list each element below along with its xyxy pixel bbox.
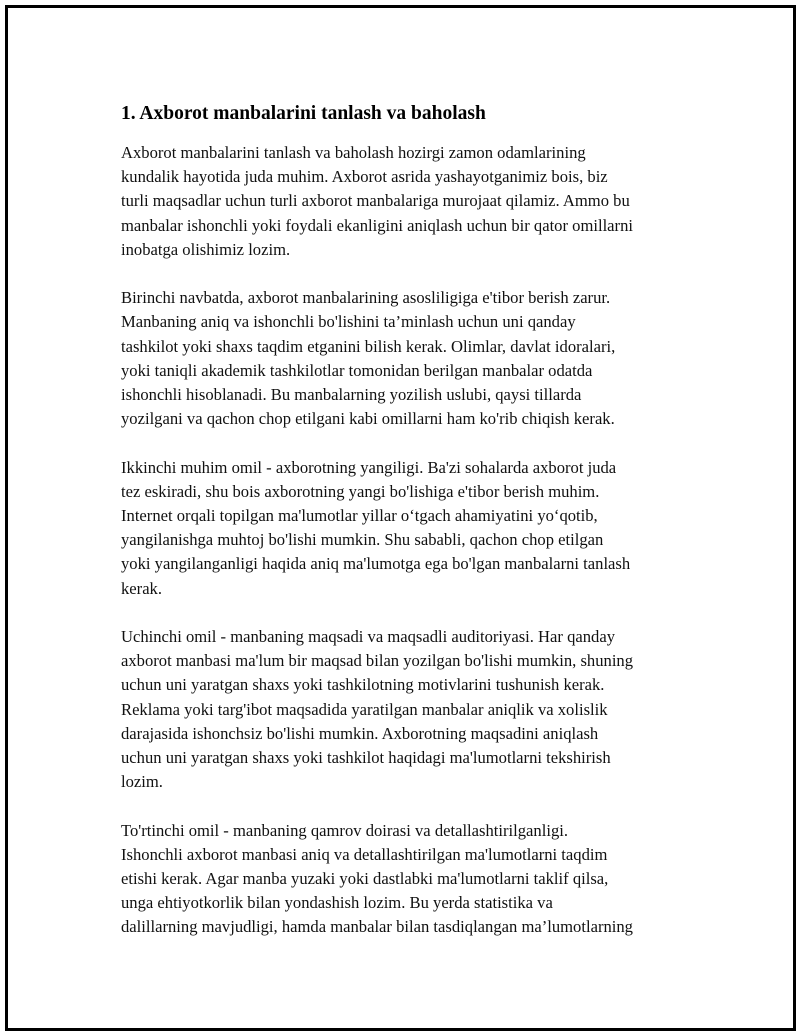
text-line: yoki yangilanganligi haqida aniq ma'lumotga ega bo'lgan manbalarni tanlash <box>121 554 631 574</box>
text-line: yozilgani va qachon chop etilgani kabi omillarni ham ko'rib chiqish kerak. <box>121 409 615 429</box>
text-line: Axborot manbalarini tanlash va baholash hozirgi zamon odamlarining <box>121 143 586 162</box>
paragraph-5 <box>121 819 711 940</box>
text-line: yoki taniqli akademik tashkilotlar tomonidan berilgan manbalar odatda <box>121 360 593 380</box>
text-line: turli maqsadlar uchun turli axborot manbalariga murojaat qilamiz. Ammo bu <box>121 191 630 211</box>
text-line: ishonchli hisoblanadi. Bu manbalarning yozilish uslubi, qaysi tillarda <box>121 385 582 405</box>
text-line: darajasida ishonchsiz bo'lishi mumkin. Axborotning maqsadini aniqlash <box>121 723 599 743</box>
page-frame <box>5 5 796 1031</box>
text-line: axborot manbasi ma'lum bir maqsad bilan yozilgan bo'lishi mumkin, shuning <box>121 651 634 671</box>
text-line: unga ehtiyotkorlik bilan yondashish lozim. Bu yerda statistika va <box>121 893 553 913</box>
text-line: Uchinchi omil - manbaning maqsadi va maqsadli auditoriyasi. Har qanday <box>121 627 615 647</box>
text-line: Ikkinchi muhim omil - axborotning yangiligi. Ba'zi sohalarda axborot juda <box>121 457 617 477</box>
text-line: dalillarning mavjudligi, hamda manbalar bilan tasdiqlangan ma’lumotlarning <box>121 917 633 937</box>
text-line: Ishonchli axborot manbasi aniq va detallashtirilgan ma'lumotlarni taqdim <box>121 844 608 864</box>
text-line: inobatga olishimiz lozim. <box>121 239 291 259</box>
text-line: lozim. <box>121 772 163 792</box>
document-body <box>121 101 711 964</box>
paragraph-2 <box>121 286 711 431</box>
paragraph-4 <box>121 625 711 794</box>
text-line: manbalar ishonchli yoki foydali ekanligini aniqlash uchun bir qator omillarni <box>121 215 633 235</box>
text-line: Internet orqali topilgan ma'lumotlar yillar o‘tgach ahamiyatini yo‘qotib, <box>121 506 598 526</box>
text-line: Birinchi navbatda, axborot manbalarining asosliligiga e'tibor berish zarur. <box>121 288 611 308</box>
paragraph-1 <box>121 141 711 262</box>
text-line: Manbaning aniq va ishonchli bo'lishini ta’minlash uchun uni qanday <box>121 312 576 332</box>
section-heading: 1. Axborot manbalarini tanlash va baholash <box>121 103 486 124</box>
text-line: tashkilot yoki shaxs taqdim etganini bilish kerak. Olimlar, davlat idoralari, <box>121 336 616 356</box>
text-line: kundalik hayotida juda muhim. Axborot asrida yashayotganimiz bois, biz <box>121 167 608 187</box>
text-line: tez eskiradi, shu bois axborotning yangi bo'lishiga e'tibor berish muhim. <box>121 481 600 501</box>
text-line: kerak. <box>121 578 162 598</box>
text-line: etishi kerak. Agar manba yuzaki yoki dastlabki ma'lumotlarni taklif qilsa, <box>121 869 609 889</box>
text-line: yangilanishga muhtoj bo'lishi mumkin. Shu sababli, qachon chop etilgan <box>121 530 604 550</box>
text-line: uchun uni yaratgan shaxs yoki tashkilot haqidagi ma'lumotlarni tekshirish <box>121 748 611 768</box>
text-line: Reklama yoki targ'ibot maqsadida yaratilgan manbalar aniqlik va xolislik <box>121 699 608 719</box>
paragraph-3 <box>121 456 711 601</box>
text-line: uchun uni yaratgan shaxs yoki tashkilotning motivlarini tushunish kerak. <box>121 675 605 695</box>
text-line: To'rtinchi omil - manbaning qamrov doirasi va detallashtirilganligi. <box>121 820 568 840</box>
